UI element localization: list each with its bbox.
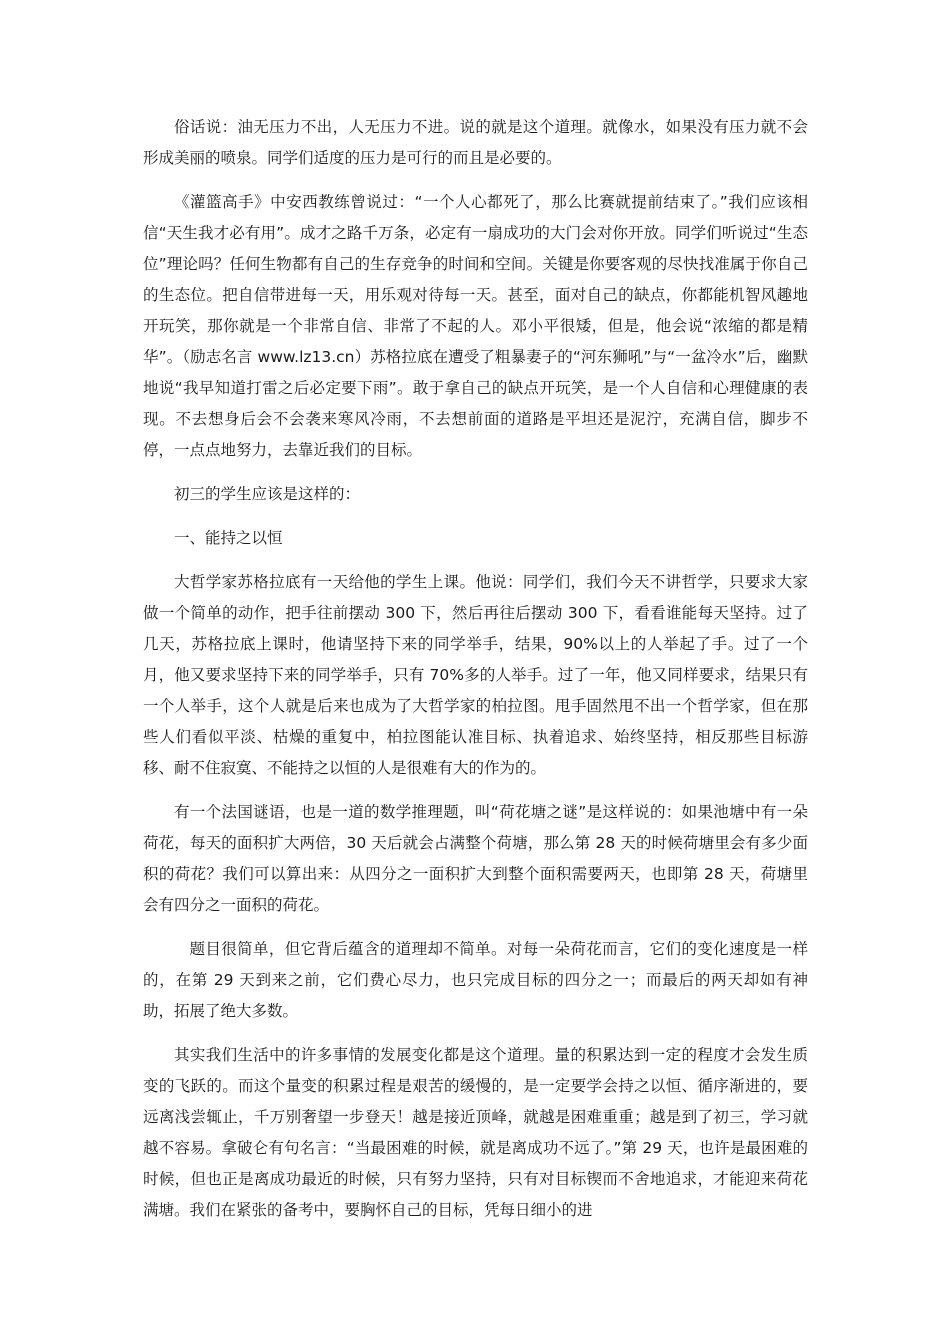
section-heading-persistence: 一、能持之以恒 [174,529,283,547]
paragraph-confidence: 《灌篮高手》中安西教练曾说过：“一个人心都死了，那么比赛就提前结束了。”我们应该相信“天生我才必有用”。成才之路千万条，必定有一扇成功的大门会对你开放。同学们听说过“生态位”理论吗？任何生物都有自己的生存竞争的时间和空间。关键是你要客观的尽快找准属于你自己的生态位。把自信带进每一天，用乐观对待每一天。甚至，面对自己的缺点，你都能机智风趣地开玩笑，那你就是一个非常自信、非常了不起的人。邓小平很矮，但是，他会说“浓缩的都是精华”。（励志名言 www.lz13.cn）苏格拉底在遭受了粗暴妻子的“河东狮吼”与“一盆冷水”后，幽默地说“我早知道打雷之后必定要下雨”。敢于拿自己的缺点开玩笑，是一个人自信和心理健康的表现。不去想身后会不会袭来寒风冷雨，不去想前面的道路是平坦还是泥泞，充满自信，脚步不停，一点点地努力，去靠近我们的目标。 [143,193,808,459]
paragraph-accumulation: 其实我们生活中的许多事情的发展变化都是这个道理。量的积累达到一定的程度才会发生质变的飞跃的。而这个量变的积累过程是艰苦的缓慢的，是一定要学会持之以恒、循序渐进的，要远离浅尝辄止，千万别奢望一步登天！越是接近顶峰，就越是困难重重；越是到了初三，学习就越不容易。拿破仑有句名言：“当最困难的时候，就是离成功不远了。”第 29 天，也许是最困难的时候，但也正是离成功最近的时候，只有努力坚持，只有对目标锲而不舍地追求，才能迎来荷花满塘。我们在紧张的备考中，要胸怀自己的目标，凭每日细小的进 [143,1046,808,1219]
paragraph-riddle-meaning: 题目很简单，但它背后蕴含的道理却不简单。对每一朵荷花而言，它们的变化速度是一样的，在第 29 天到来之前，它们费心尽力，也只完成目标的四分之一；而最后的两天却如有神助，拓展了绝大多数。 [143,940,808,1020]
paragraph-pressure: 俗话说：油无压力不出，人无压力不进。说的就是这个道理。就像水，如果没有压力就不会形成美丽的喷泉。同学们适度的压力是可行的而且是必要的。 [143,118,808,167]
paragraph-lotus-riddle: 有一个法国谜语，也是一道的数学推理题，叫“荷花塘之谜”是这样说的：如果池塘中有一朵荷花，每天的面积扩大两倍，30 天后就会占满整个荷塘，那么第 28 天的时候荷塘里会有多少面积的荷花？我们可以算出来：从四分之一面积扩大到整个面积需要两天，也即第 28 天，荷塘里会有四分之一面积的荷花。 [143,803,808,914]
paragraph-socrates: 大哲学家苏格拉底有一天给他的学生上课。他说：同学们，我们今天不讲哲学，只要求大家做一个简单的动作，把手往前摆动 300 下，然后再往后摆动 300 下，看看谁能每天坚持。过了几天，苏格拉底上课时，他请坚持下来的同学举手，结果，90%以上的人举起了手。过了一个月，他又要求坚持下来的同学举手，只有 70%多的人举手。过了一年，他又同样要求，结果只有一个人举手，这个人就是后来也成为了大哲学家的柏拉图。甩手固然甩不出一个哲学家，但在那些人们看似平淡、枯燥的重复中，柏拉图能认准目标、执着追求、始终坚持，相反那些目标游移、耐不住寂寞、不能持之以恒的人是很难有大的作为的。 [143,573,808,777]
paragraph-intro: 初三的学生应该是这样的： [174,485,361,503]
document-body [143,112,808,1226]
